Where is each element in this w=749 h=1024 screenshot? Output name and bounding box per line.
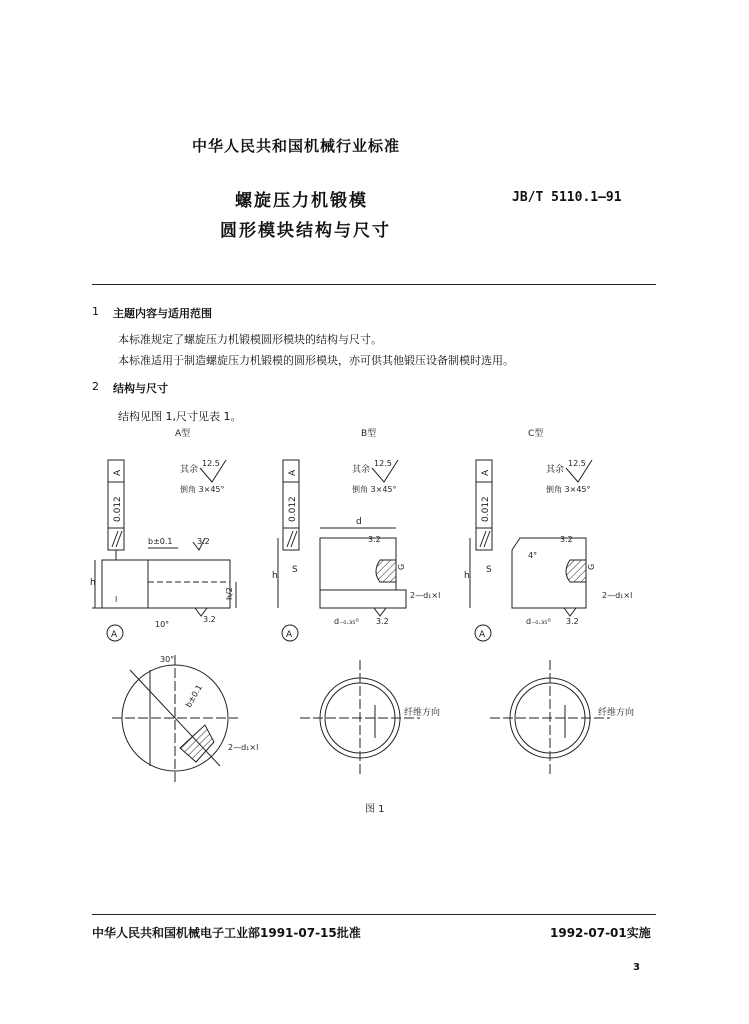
- svg-text:其余: 其余: [352, 465, 371, 475]
- svg-text:3.2: 3.2: [566, 617, 579, 626]
- svg-text:G: G: [587, 563, 596, 570]
- svg-text:l: l: [115, 595, 118, 604]
- svg-text:A: A: [479, 630, 486, 640]
- section2-heading: 结构与尺寸: [113, 382, 168, 395]
- svg-text:倒角 3×45°: 倒角 3×45°: [352, 485, 397, 494]
- svg-text:12.5: 12.5: [202, 459, 220, 468]
- industry-standard-heading: 中华人民共和国机械行业标准: [192, 137, 401, 155]
- type-c-view: [464, 427, 634, 776]
- section2-para1: 结构见图 1,尺寸见表 1。: [118, 410, 242, 423]
- section1-heading: 主题内容与适用范围: [113, 307, 212, 320]
- svg-text:3.2: 3.2: [560, 535, 573, 544]
- svg-text:d: d: [356, 517, 362, 527]
- type-a-label: A型: [175, 429, 191, 439]
- svg-text:倒角 3×45°: 倒角 3×45°: [546, 485, 591, 494]
- svg-text:A: A: [481, 469, 491, 476]
- svg-text:d₋₀.₃₅⁰: d₋₀.₃₅⁰: [526, 617, 551, 626]
- svg-text:b±0.1: b±0.1: [148, 537, 173, 546]
- svg-text:G: G: [397, 563, 406, 570]
- svg-text:纤维方向: 纤维方向: [404, 708, 441, 718]
- type-a-view: [90, 427, 258, 782]
- svg-text:0.012: 0.012: [288, 496, 298, 522]
- svg-text:其余: 其余: [180, 465, 199, 475]
- implementation-date: 1992-07-01实施: [550, 926, 651, 940]
- svg-text:h: h: [464, 571, 470, 581]
- svg-text:12.5: 12.5: [374, 459, 392, 468]
- standard-title-line1: 螺旋压力机锻模: [235, 191, 368, 211]
- type-b-base: [320, 590, 406, 608]
- svg-text:S: S: [292, 565, 298, 575]
- svg-text:d₋₀.₃₅⁰: d₋₀.₃₅⁰: [334, 617, 359, 626]
- standard-title-line2: 圆形模块结构与尺寸: [220, 221, 391, 241]
- svg-text:3.2: 3.2: [368, 535, 381, 544]
- figure-1-drawing: [0, 420, 749, 820]
- svg-text:30°: 30°: [160, 655, 175, 664]
- svg-text:3.2: 3.2: [197, 537, 210, 546]
- footer-rule: [92, 914, 656, 915]
- svg-text:A: A: [111, 630, 118, 640]
- svg-text:2—d₁×l: 2—d₁×l: [410, 591, 441, 600]
- header-rule: [92, 284, 656, 285]
- approval-line: 中华人民共和国机械电子工业部1991-07-15批准: [92, 926, 361, 940]
- type-b-view: [272, 427, 440, 776]
- svg-text:3.2: 3.2: [376, 617, 389, 626]
- svg-text:4°: 4°: [528, 551, 538, 560]
- svg-text:10°: 10°: [155, 620, 170, 629]
- svg-text:2—d₁×l: 2—d₁×l: [602, 591, 633, 600]
- svg-text:A: A: [113, 469, 123, 476]
- section1-para2: 本标准适用于制造螺旋压力机锻模的圆形模块，亦可供其他锻压设备制模时选用。: [118, 354, 514, 367]
- svg-text:h: h: [90, 578, 96, 588]
- section2-number: 2: [92, 380, 99, 393]
- svg-text:倒角 3×45°: 倒角 3×45°: [180, 485, 225, 494]
- svg-text:纤维方向: 纤维方向: [598, 708, 635, 718]
- section1-para1: 本标准规定了螺旋压力机锻模圆形模块的结构与尺寸。: [118, 333, 382, 346]
- section1-number: 1: [92, 305, 99, 318]
- svg-text:h/2: h/2: [225, 587, 234, 600]
- svg-text:0.012: 0.012: [113, 496, 123, 522]
- figure-caption: 图 1: [365, 804, 385, 815]
- svg-text:h: h: [272, 571, 278, 581]
- svg-text:12.5: 12.5: [568, 459, 586, 468]
- type-c-label: C型: [528, 429, 544, 439]
- svg-text:3.2: 3.2: [203, 615, 216, 624]
- svg-text:A: A: [288, 469, 298, 476]
- svg-text:其余: 其余: [546, 465, 565, 475]
- svg-text:2—d₁×l: 2—d₁×l: [228, 743, 259, 752]
- type-b-label: B型: [361, 429, 377, 439]
- svg-text:A: A: [286, 630, 293, 640]
- svg-text:b±0.1: b±0.1: [183, 683, 204, 709]
- svg-text:S: S: [486, 565, 492, 575]
- svg-text:0.012: 0.012: [481, 496, 491, 522]
- type-a-section: [102, 560, 230, 608]
- standard-code: JB/T 5110.1—91: [512, 190, 622, 205]
- page-number: 3: [633, 962, 640, 973]
